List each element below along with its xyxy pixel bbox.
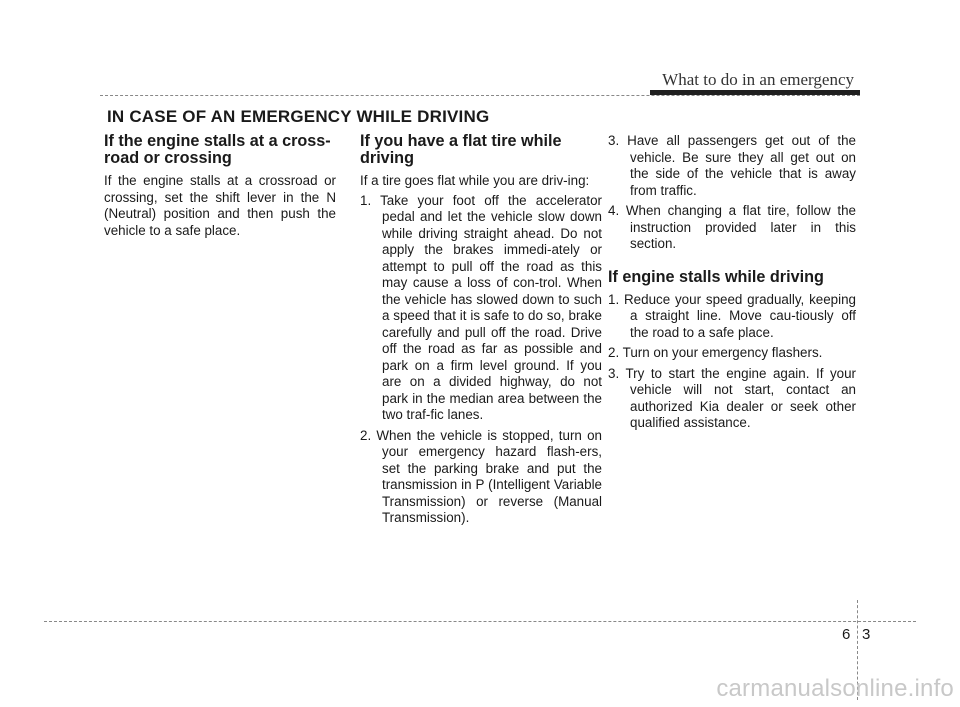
heading-engine-stalls-crossing: If the engine stalls at a cross-road or crossing <box>104 132 331 167</box>
header-rule <box>100 95 860 96</box>
list-item: 2. Turn on your emergency flashers. <box>608 345 823 360</box>
flat-tire-steps-continued <box>608 133 856 253</box>
heading-flat-tire: If you have a flat tire while driving <box>360 132 562 167</box>
column-2 <box>360 133 602 531</box>
list-item: 1. Reduce your speed gradually, keeping a straight line. Move cau-tiously off the road to a safe place. <box>608 291 856 340</box>
page-header-title: What to do in an emergency <box>662 70 854 89</box>
footer-rule <box>44 621 916 622</box>
engine-stall-steps <box>608 292 856 432</box>
column-1 <box>104 133 336 242</box>
flat-tire-steps <box>360 193 602 527</box>
page-number: 3 <box>862 626 871 643</box>
paragraph-crossing: If the engine stalls at a crossroad or crossing, set the shift lever in the N (Neutral) position and then push the vehicle to a safe place. <box>104 173 336 238</box>
heading-engine-stalls-driving: If engine stalls while driving <box>608 267 824 286</box>
watermark: carmanualsonline.info <box>716 675 954 702</box>
list-item: 3. Try to start the engine again. If your vehicle will not start, contact an authorized Kia dealer or seek other qualified assistance. <box>608 365 856 430</box>
section-title: IN CASE OF AN EMERGENCY WHILE DRIVING <box>107 107 490 126</box>
list-item: 4. When changing a flat tire, follow the instruction provided later in this section. <box>608 203 856 251</box>
paragraph-flat-tire-intro: If a tire goes flat while you are driv-ing: <box>360 173 590 188</box>
list-item: 1. Take your foot off the accelerator pedal and let the vehicle slow down while driving straight ahead. Do not apply the brakes immedi-ately or attempt to pull off the road as this may cause a loss of con-trol. When the vehicle has slowed down to such a speed that it is safe to do so, brake carefully and pull off the road. Drive off the road as far as possible and park on a firm level ground. If you are on a divided highway, do not park in the median area between the two traf-fic lanes. <box>360 192 602 422</box>
column-3 <box>608 133 856 436</box>
chapter-number: 6 <box>842 626 851 643</box>
list-item: 2. When the vehicle is stopped, turn on your emergency hazard flash-ers, set the parking brake and put the transmission in P (Intelligent Variable Transmission) or reverse (Manual Transmission). <box>360 427 602 525</box>
list-item: 3. Have all passengers get out of the vehicle. Be sure they all get out on the side of the vehicle that is away from traffic. <box>608 133 856 198</box>
